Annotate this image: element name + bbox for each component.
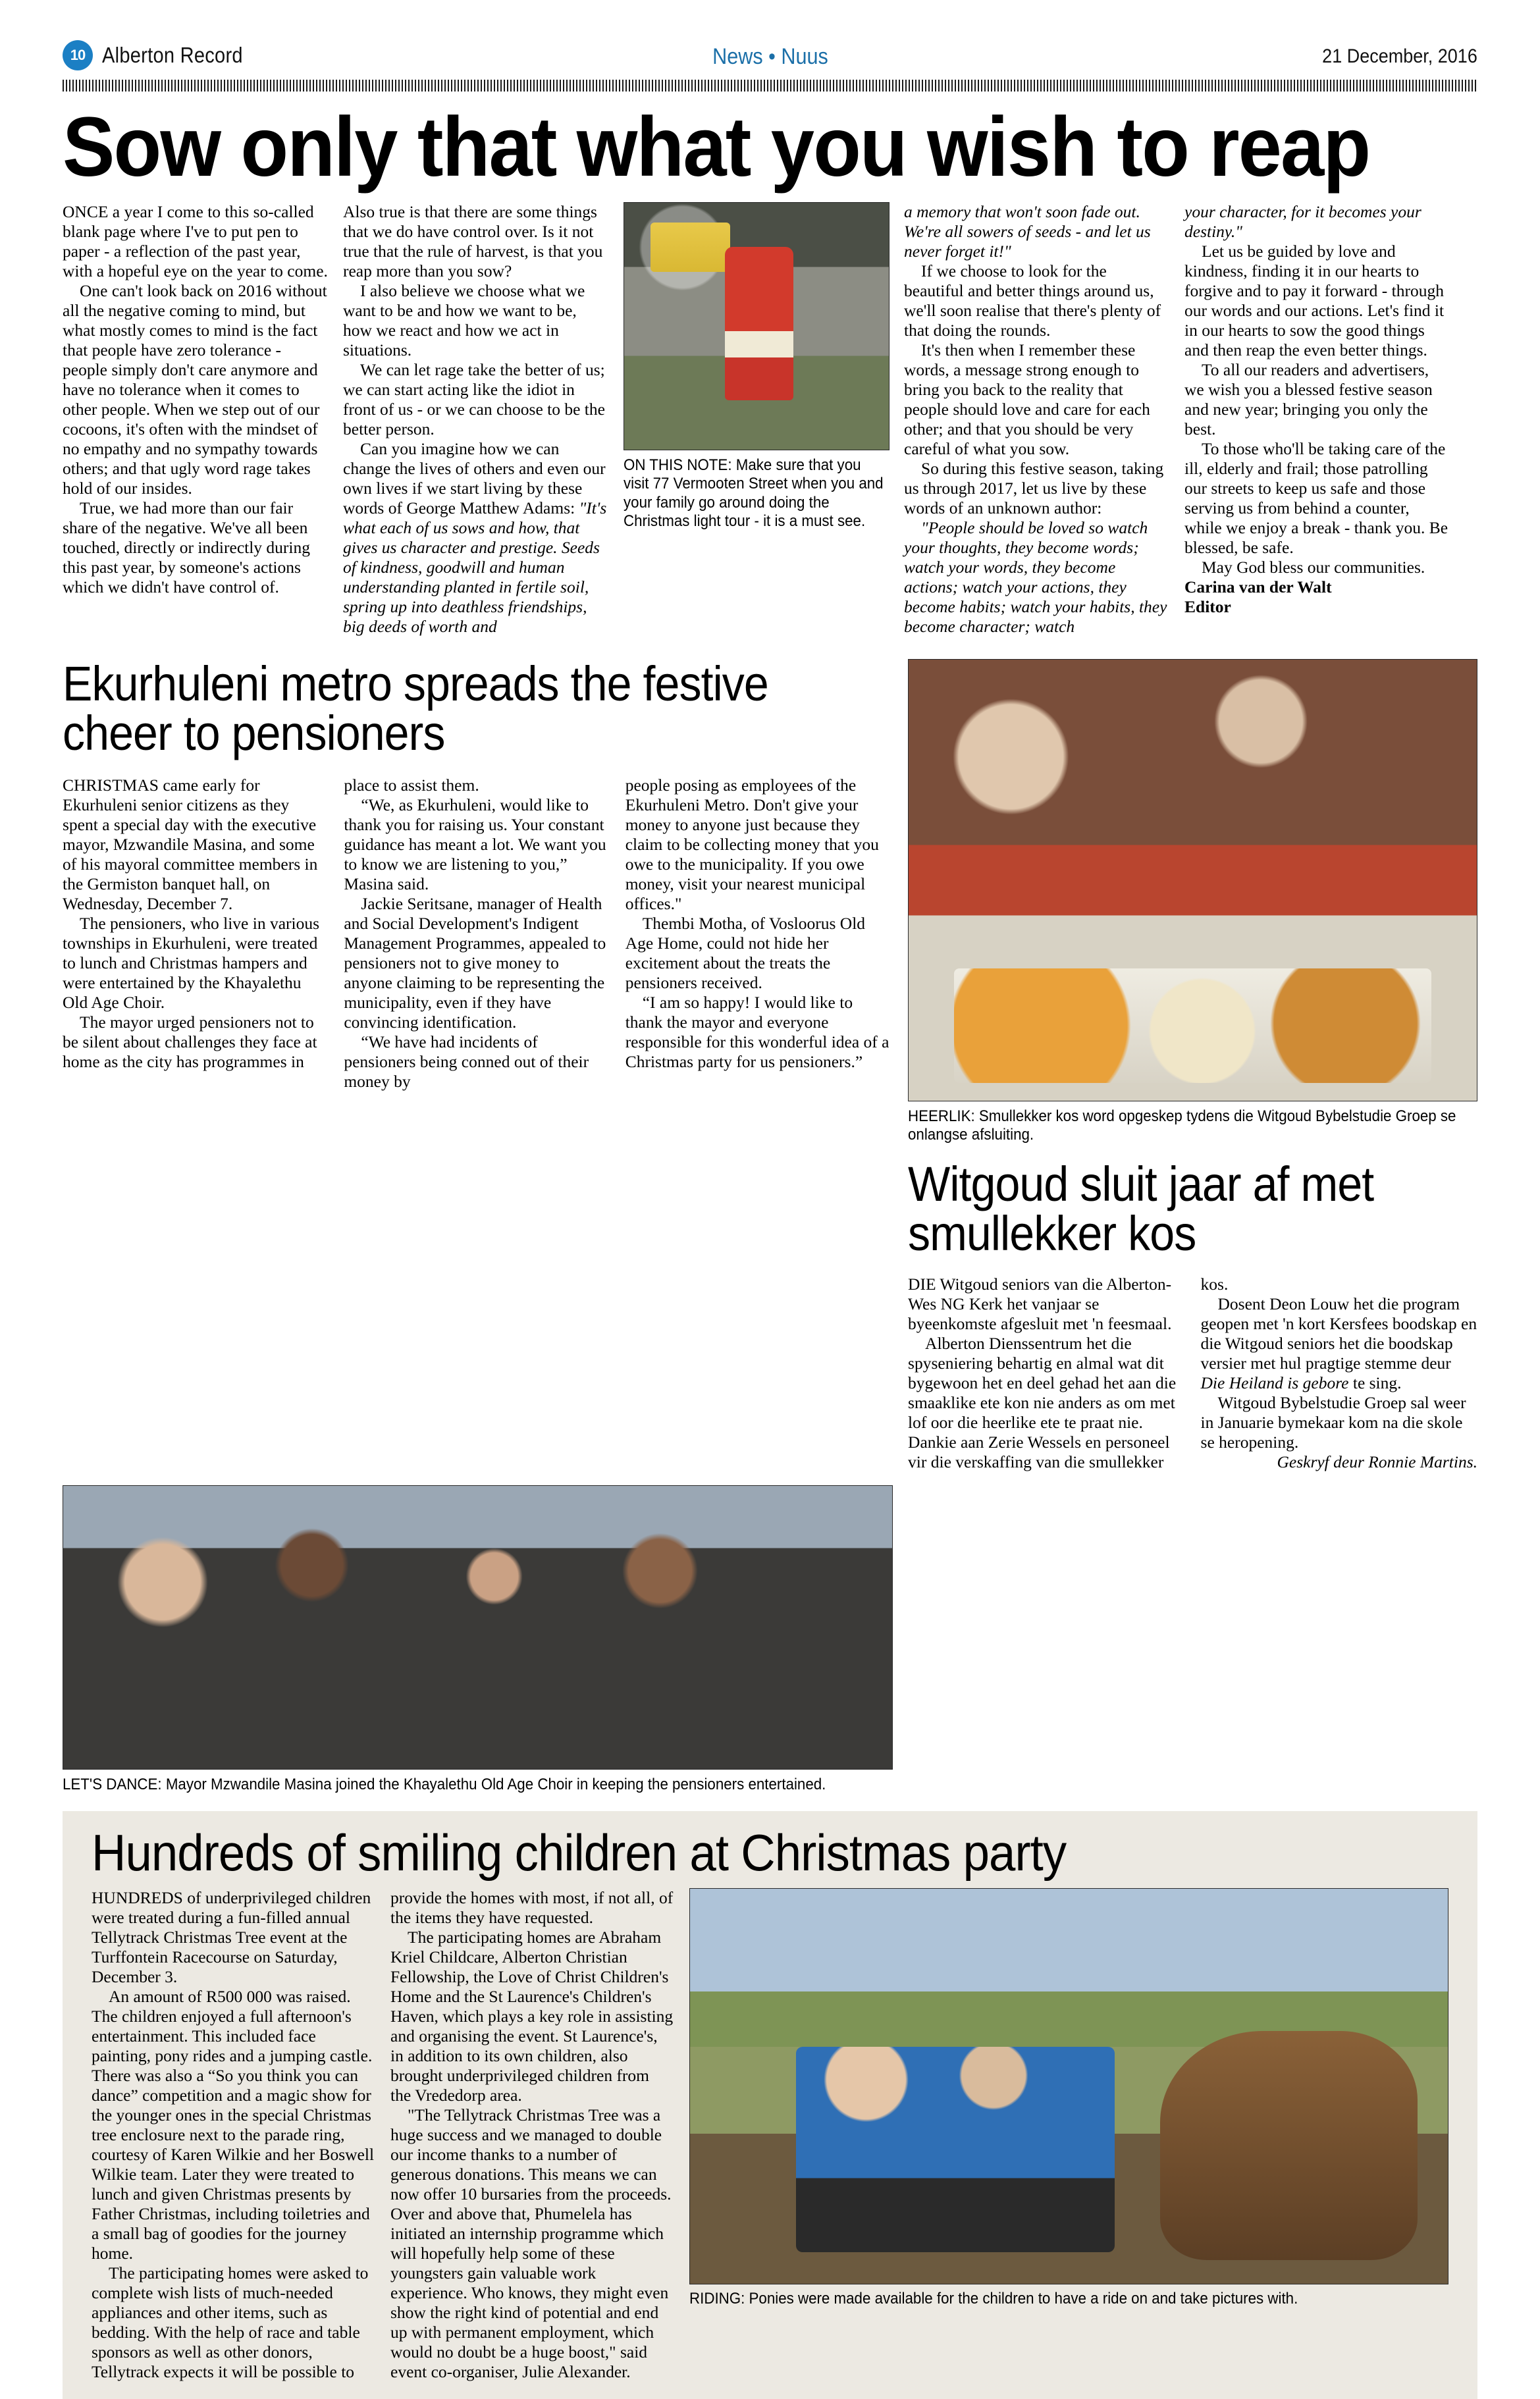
choir-dance-photo [63,1485,893,1770]
paragraph: Alberton Dienssentrum het die spyseniering behartig en almal wat dit bygewoon het en deel gehad het aan die smaaklike ete kon nie anders as om met lof oor die heerlike ete te praat nie. Dankie aan Zerie Wessels en personeel vir die verskaffing van die smullekker [908,1333,1177,1471]
feature-column-2 [390,1888,674,2382]
feature-headline: Hundreds of smiling children at Christmas party [92,1824,1067,1882]
masthead-rule [63,80,1477,92]
pony-rides-photo [689,1888,1448,2284]
paragraph: Thembi Motha, of Vosloorus Old Age Home, could not hide her excitement about the treats the pensioners received. [625,913,866,992]
editorial-photo-caption: ON THIS NOTE: Make sure that you visit 77 Vermooten Street when you and your family go around doing the Christmas light tour - it is a must see. [624,456,884,531]
dance-photo-row [63,1485,1477,1795]
witgoud-article [908,659,1477,1472]
witgoud-columns [908,1275,1477,1472]
paragraph: I also believe we choose what we want to be and how we want to be, how we react and how we act in situations. [343,280,585,359]
paragraph: provide the homes with most, if not all, of the items they have requested. [390,1888,674,1928]
issue-date: 21 December, 2016 [1322,45,1477,67]
paragraph: HUNDREDS of underprivileged children were treated during a fun-filled annual Tellytrack Christmas Tree event at the Turffontein Racecourse on Saturday, December 3. [92,1888,371,1987]
feature-column-1 [92,1888,375,2382]
paragraph: To all our readers and advertisers, we wish you a blessed festive season and new year; bringing you only the best. [1184,359,1433,438]
feature-columns [92,1888,1448,2382]
witgoud-headline: Witgoud sluit jaar af met smullekker kos [908,1156,1374,1261]
paragraph-with-quote [343,439,609,637]
paragraph: Let us be guided by love and kindness, finding it in our hearts to forgive and to pay it forward - through our words and our actions. Let's find it in our hearts to sow the good things and then reap the even better things. [1184,241,1445,359]
adams-quote-continued: a memory that won't soon fade out. We're all sowers of seeds - and let us never forget it!" [904,201,1151,261]
paragraph-with-song-title [1201,1294,1477,1393]
paragraph: An amount of R500 000 was raised. The children enjoyed a full afternoon's entertainment. This included face painting, pony rides and a jumping castle. There was also a “So you think you can dance” competition and a magic show for the younger ones in the special Christmas tree enclosure next to the parade ring, courtesy of Karen Wilkie and her Boswell Wilkie team. Later they were treated to lunch and given Christmas presents by Father Christmas, including toiletries and a small bag of goodies for the journey home. [92,1987,375,2263]
dance-photo-caption: LET'S DANCE: Mayor Mzwandile Masina joined the Khayalethu Old Age Choir in keeping the pensioners entertained. [63,1775,826,1793]
ekurhuleni-column-3 [625,776,891,1092]
paragraph: It's then when I remember these words, a message strong enough to bring you back to the reality that people should love and care for each other; and that you should be very careful of what you sow. [904,340,1150,458]
witgoud-column-1 [908,1275,1184,1472]
masthead [63,36,1477,99]
paragraph: Jackie Seritsane, manager of Health and Social Development's Indigent Management Programmes, appealed to pensioners not to give money to anyone claiming to be representing the municipality, even if they have convincing identification. [344,893,606,1032]
paragraph: people posing as employees of the Ekurhuleni Metro. Don't give your money to anyone just because they claim to be collecting money that you owe to the municipality. If you owe money, visit your nearest municipal offices." [625,775,879,913]
paragraph: "The Tellytrack Christmas Tree was a huge success and we managed to double our income thanks to a number of generous donations. This means we can now offer 10 bursaries from the proceeds. Over and above that, Phumelela has initiated an internship programme which will hopefully help some of these youngsters gain valuable work experience. Who knows, they might even show the right kind of potential and end up with permanent employment, which would no doubt be a huge boost," said event co-organiser, Julie Alexander. [390,2105,672,2382]
editorial-photo-column [624,202,889,637]
editorial-column-3 [904,202,1170,637]
ekurhuleni-columns [63,776,891,1092]
paragraph: kos. [1200,1274,1229,1294]
paragraph: We can let rage take the better of us; we can start acting like the idiot in front of us - or we can choose to be the better person. [343,359,605,438]
paragraph: If we choose to look for the beautiful and better things around us, we'll soon realise that there's plenty of that doing the rounds. [904,261,1161,340]
paragraph: ONCE a year I come to this so-called blank page where I've to put pen to paper - a reflection of the past year, with a hopeful eye on the year to come. [63,201,328,280]
paragraph: The participating homes are Abraham Kriel Childcare, Alberton Christian Fellowship, the Love of Christ Children's Home and the St Laurence's Children's Haven, which plays a key role in assisting and organising the event. St Laurence's, in addition to its own children, also brought underprivileged children from the Vrededorp area. [390,1928,674,2105]
christmas-lights-photo [624,202,889,450]
dance-photo-block [63,1485,893,1795]
paragraph: Witgoud Bybelstudie Groep sal weer in Januarie bymekaar kom na die skole se heropening. [1200,1392,1466,1452]
witgoud-photo-caption: HEERLIK: Smullekker kos word opgeskep tydens die Witgoud Bybelstudie Groep se onlangse afsluiting. [908,1107,1456,1144]
paragraph: One can't look back on 2016 without all the negative coming to mind, but what mostly comes to mind is the fact that people have zero tolerance - people simply don't care anymore and have no tolerance when it comes to other people. When we step out of our cocoons, it's often with the mindset of no empathy and no sympathy towards others; and that ugly word rage takes hold of our insides. [63,280,327,498]
ekurhuleni-column-1 [63,776,328,1092]
paragraph: The participating homes were asked to complete wish lists of much-needed appliances and other items, such as bedding. With the help of race and table sponsors as well as other donors, Tellytrack expects it will be possible to [92,2263,369,2382]
song-title: Die Heiland is gebore [1200,1373,1349,1392]
ekurhuleni-section [63,656,1477,1472]
editorial-column-4 [1184,202,1450,637]
paragraph: CHRISTMAS came early for Ekurhuleni senior citizens as they spent a special day with the executive mayor, Mzwandile Masina, and some of his mayoral committee members in the Germiston banquet hall, on Wednesday, December 7. [63,775,318,913]
section-title: News • Nuus [712,44,828,69]
editorial-column-1 [63,202,329,637]
paragraph: To those who'll be taking care of the ill, elderly and frail; those patrolling our streets to keep us safe and those serving us from behind a counter, while we enjoy a break - thank you. Be blessed, be safe. [1184,438,1448,557]
quote-lead: Can you imagine how we can change the lives of others and even our own lives if we start living by these words of George Matthew Adams: [343,438,606,517]
paragraph: So during this festive season, taking us through 2017, let us live by these words of an unknown author: [904,458,1164,517]
paragraph: “We have had incidents of pensioners being conned out of their money by [344,1032,589,1091]
witgoud-lunch-photo [908,659,1477,1101]
paragraph: “I am so happy! I would like to thank the mayor and everyone responsible for this wonderful idea of a Christmas party for us pensioners.” [625,992,889,1071]
adams-quote: "It's what each of us sows and how, that gives us character and prestige. Seeds of kindness, goodwill and human understanding planted in fertile soil, spring up into deathless friendships, big deeds of worth and [343,498,607,636]
editorial-article [63,202,1477,637]
unknown-author-quote-continued: your character, for it becomes your destiny." [1184,201,1421,241]
editorial-headline: Sow only that what you wish to reap [63,100,1370,194]
ekurhuleni-column-2 [344,776,609,1092]
paragraph-part-b: te sing. [1348,1373,1402,1392]
christmas-party-feature [63,1811,1477,2399]
paragraph: DIE Witgoud seniors van die Alberton-Wes NG Kerk het vanjaar se byeenkomste afgesluit met 'n feesmaal. [908,1274,1172,1333]
paper-title: Alberton Record [102,43,243,67]
editorial-column-2 [343,202,609,637]
paragraph: Also true is that there are some things that we do have control over. Is it not true that the rule of harvest, is that you reap more than you sow? [343,201,603,280]
paragraph: True, we had more than our fair share of the negative. We've all been touched, directly or indirectly during this past year, by someone's actions which we didn't have control of. [63,498,311,596]
paragraph: “We, as Ekurhuleni, would like to thank you for raising us. Your constant guidance has meant a lot. We want you to know we are listening to you,” Masina said. [344,795,606,893]
unknown-author-quote: "People should be loved so watch your thoughts, they become words; watch your words, they become actions; watch your actions, they become habits; watch your habits, they become character; watch [904,517,1167,636]
ekurhuleni-article [63,656,891,1472]
paragraph: place to assist them. [344,775,479,795]
witgoud-byline: Geskryf deur Ronnie Martins. [1277,1452,1477,1471]
paragraph: The mayor urged pensioners not to be silent about challenges they face at home as the city has programmes in [63,1012,317,1071]
editor-role: Editor [1184,596,1231,616]
witgoud-column-2 [1201,1275,1477,1472]
page-number-badge: 10 [63,40,93,70]
masthead-left [63,40,262,70]
editor-name: Carina van der Walt [1184,577,1332,596]
ekurhuleni-headline: Ekurhuleni metro spreads the festive cheer to pensioners [63,656,768,761]
paragraph-part-a: Dosent Deon Louw het die program geopen met 'n kort Kersfees boodskap en die Witgoud seniors het die boodskap versier met hul pragtige stemme deur [1200,1294,1477,1373]
feature-photo-caption: RIDING: Ponies were made available for the children to have a ride on and take pictures with. [689,2290,1298,2308]
paragraph: The pensioners, who live in various townships in Ekurhuleni, were treated to lunch and Christmas hampers and were entertained by the Khayalethu Old Age Choir. [63,913,320,1012]
paragraph: May God bless our communities. [1202,557,1425,577]
feature-photo-block [689,1888,1448,2382]
